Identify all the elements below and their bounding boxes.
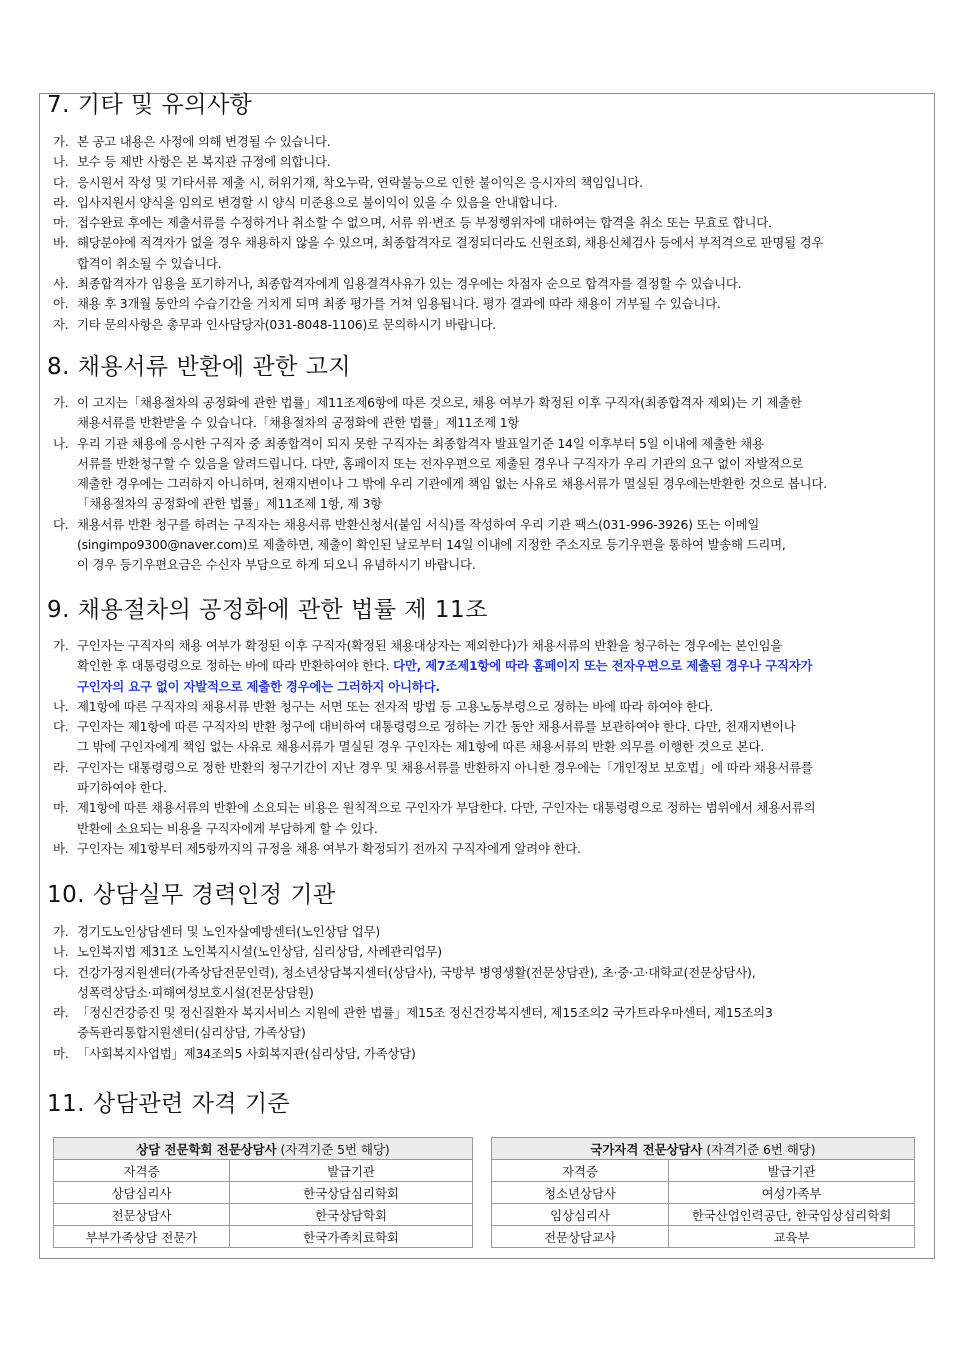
section-11-title: 11. 상담관련 자격 기준 [47,1091,291,1117]
section-9-list [47,636,815,859]
item-marker: 나. [53,944,69,960]
item-marker: 다. [53,964,69,980]
table-cell: 부부가족상담 전문가 [54,1226,230,1248]
section-7-title: 7. 기타 및 유의사항 [47,92,253,118]
item-text: 제1항에 따른 채용서류의 반환에 소요되는 비용은 원칙적으로 구인자가 부담한다. 다만, 구인자는 대통령령으로 정하는 범위에서 채용서류의 [77,800,816,816]
item-marker: 자. [53,316,69,332]
table-header-row [54,1138,473,1160]
section-11 [47,1090,290,1118]
item-marker: 가. [53,395,69,410]
item-text: 채용 후 3개월 동안의 수습기간을 거치게 되며 최종 평가를 거쳐 임용됩니다. 평가 결과에 따라 채용이 거부될 수 있습니다. [77,296,721,312]
item-text: 노인복지법 제31조 노인복지시설(노인상담, 심리상담, 사례관리업무) [77,944,442,960]
item-text: 본 공고 내용은 사정에 의해 변경될 수 있습니다. [77,134,331,149]
item-marker: 나. [53,698,69,714]
highlighted-text: 다만, 제7조제1항에 따라 홈페이지 또는 전자우편으로 제출된 경우나 구직자가 [393,658,813,674]
item-text-cont: 채용서류를 반환받을 수 있습니다.「채용절차의 공정화에 관한 법률」제11조제 1항 [77,415,520,431]
section-10 [47,881,773,1064]
section-8 [47,353,827,576]
item-marker: 가. [53,924,69,939]
table-row [492,1182,915,1204]
item-marker: 마. [53,800,69,816]
table-cell: 여성가족부 [669,1182,915,1204]
item-marker: 가. [53,638,69,653]
item-text: 구인자는 구직자의 채용 여부가 확정된 이후 구직자(확정된 채용대상자는 제외한다)가 채용서류의 반환을 청구하는 경우에는 본인임을 [77,638,783,653]
item-text: 보수 등 제반 사항은 본 복지관 규정에 의합니다. [77,154,331,170]
list-item [47,213,823,233]
item-text: 「사회복지사업법」제34조의5 사회복지관(심리상담, 가족상담) [77,1045,416,1061]
item-text: 경기도노인상담센터 및 노인자살예방센터(노인상담 업무) [77,924,380,939]
column-header: 자격증 [54,1160,230,1182]
item-text-cont: 중독관리통합지원센터(심리상담, 가족상담) [77,1025,306,1041]
item-marker: 다. [53,719,69,735]
list-item [47,963,773,1004]
list-item [47,798,815,839]
list-item [47,274,823,294]
section-7 [47,91,823,335]
list-item [47,193,823,213]
table-column-header-row [492,1160,915,1182]
section-7-list [47,132,823,335]
item-text: 「정신건강증진 및 정신질환자 복지서비스 지원에 관한 법률」제15조 정신건강복지센터, 제15조의2 국가트라우마센터, 제15조의3 [77,1005,773,1021]
table-cell: 한국가족치료학회 [230,1226,473,1248]
list-item [47,152,823,172]
table-row [492,1226,915,1248]
column-header: 자격증 [492,1160,669,1182]
list-item [47,758,815,799]
item-marker: 나. [53,154,69,170]
item-text: 채용서류 반환 청구를 하려는 구직자는 채용서류 반환신청서(붙임 서식)를 작성하여 우리 기관 팩스(031-996-3926) 또는 이메일 [77,516,760,532]
section-9-title: 9. 채용절차의 공정화에 관한 법률 제 11조 [47,597,488,623]
list-item [47,1044,773,1064]
item-marker: 가. [53,134,69,149]
item-marker: 사. [53,276,69,292]
item-text: 이 고지는「채용절차의 공정화에 관한 법률」제11조제6항에 따른 것으로, 채용 여부가 확정된 이후 구직자(최종합격자 제외)는 기 제출한 [77,395,802,410]
table-cell: 임상심리사 [492,1204,669,1226]
item-text-cont: 반환에 소요되는 비용을 구직자에게 부담하게 할 수 있다. [77,820,378,836]
item-text-cont: 그 밖에 구인자에게 책임 없는 사유로 채용서류가 멸실된 경우 구인자는 제1항에 따른 채용서류의 반환 의무를 이행한 것으로 본다. [77,739,764,755]
list-item [47,922,773,942]
certification-table-academic [53,1137,473,1248]
list-item [47,697,815,717]
list-item [47,233,823,274]
table-cell: 청소년상담사 [492,1182,669,1204]
item-text-cont: 파기하여야 한다. [77,780,167,796]
item-marker: 라. [53,194,69,210]
list-item [47,393,827,434]
list-item [47,942,773,962]
item-text: 해당분야에 적격자가 없을 경우 채용하지 않을 수 있으며, 최종합격자로 결정되더라도 신원조회, 채용신체검사 등에서 부적격으로 판명될 경우 [77,235,824,251]
item-marker: 다. [53,516,69,532]
item-text: 구인자는 제1항에 따른 구직자의 반환 청구에 대비하여 대통령령으로 정하는 기간 동안 채용서류를 보관하여야 한다. 다만, 천재지변이나 [77,719,796,735]
item-text: 제1항에 따른 구직자의 채용서류 반환 청구는 서면 또는 전자적 방법 등 고용노동부령으로 정하는 바에 따라 하여야 한다. [77,698,714,714]
table-row [492,1204,915,1226]
section-10-title: 10. 상담실무 경력인정 기관 [47,882,336,908]
table-column-header-row [54,1160,473,1182]
item-marker: 마. [53,1045,69,1061]
list-item [47,839,815,859]
table-header-row [492,1138,915,1160]
item-text: 응시원서 작성 및 기타서류 제출 시, 허위기재, 착오누락, 연락불능으로 인한 불이익은 응시자의 책임입니다. [77,174,643,190]
item-text-cont: 「채용절차의 공정화에 관한 법률」제11조제 1항, 제 3항 [77,496,382,512]
item-text: 입사지원서 양식을 임의로 변경할 시 양식 미준용으로 불이익이 있을 수 있음을 안내합니다. [77,194,558,210]
section-9 [47,596,815,859]
column-header: 발급기관 [669,1160,915,1182]
table-cell: 전문상담사 [54,1204,230,1226]
list-item [47,1003,773,1044]
item-text: 건강가정지원센터(가족상담전문인력), 청소년상담복지센터(상담사), 국방부 병영생활(전문상담관), 초·중·고·대학교(전문상담사), [77,964,756,980]
table-header [54,1138,473,1160]
item-marker: 나. [53,435,69,451]
table-cell: 전문상담교사 [492,1226,669,1248]
item-text: 최종합격자가 임용을 포기하거나, 최종합격자에게 임용결격사유가 있는 경우에는 차점자 순으로 합격자를 결정할 수 있습니다. [77,276,742,292]
certification-table-national [491,1137,915,1248]
item-text: 우리 기관 채용에 응시한 구직자 중 최종합격이 되지 못한 구직자는 최종합격자 발표일기준 14일 이후부터 5일 이내에 제출한 채용 [77,435,764,451]
item-marker: 마. [53,215,69,231]
table-cell: 상담심리사 [54,1182,230,1204]
table-cell: 한국산업인력공단, 한국임상심리학회 [669,1204,915,1226]
list-item [47,132,823,152]
table-cell: 한국상담학회 [230,1204,473,1226]
list-item [47,636,815,697]
item-text: 접수완료 후에는 제출서류를 수정하거나 취소할 수 없으며, 서류 위·변조 등 부정행위자에 대하여는 합격을 취소 또는 무효로 합니다. [77,215,772,231]
table-header [492,1138,915,1160]
item-marker: 바. [53,235,69,251]
item-text: 기타 문의사항은 총무과 인사담당자(031-8048-1106)로 문의하시기 바랍니다. [77,316,496,332]
section-8-list [47,393,827,576]
table-header-bold: 상담 전문학회 전문상담사 [136,1141,277,1157]
item-marker: 라. [53,1005,69,1021]
list-item [47,515,827,576]
highlighted-text: 구인자의 요구 없이 자발적으로 제출한 경우에는 그러하지 아니하다. [77,678,440,694]
item-text-cont: (singimpo9300@naver.com)로 제출하면, 제출이 확인된 날로부터 14일 이내에 지정한 주소지로 등기우편을 통하여 발송해 드리며, [77,537,786,553]
list-item [47,294,823,314]
table-header-note: (자격기준 5번 해당) [276,1141,390,1157]
item-text-cont: 성폭력상담소·피해여성보호시설(전문상담원) [77,984,314,1000]
list-item [47,434,827,515]
column-header: 발급기관 [230,1160,473,1182]
table-row [54,1204,473,1226]
item-marker: 다. [53,174,69,190]
section-8-title: 8. 채용서류 반환에 관한 고지 [47,354,352,380]
table-row [54,1182,473,1204]
list-item [47,717,815,758]
table-row [54,1226,473,1248]
section-10-list [47,922,773,1064]
item-text-cont: 합격이 취소될 수 있습니다. [77,255,222,271]
item-text-cont: 서류를 반환청구할 수 있음을 알려드립니다. 다만, 홈페이지 또는 전자우편으로 제출된 경우나 구직자가 우리 기관의 요구 없이 자발적으로 [77,455,804,471]
list-item [47,173,823,193]
item-marker: 바. [53,840,69,856]
item-marker: 라. [53,759,69,775]
table-cell: 교육부 [669,1226,915,1248]
item-text-cont: 확인한 후 대통령령으로 정하는 바에 따라 반환하여야 한다. [77,658,394,674]
item-marker: 아. [53,296,69,312]
item-text-cont: 제출한 경우에는 그러하지 아니하며, 천재지변이나 그 밖에 우리 기관에게 책임 없는 사유로 채용서류가 멸실된 경우에는반환한 것으로 봅니다. [77,476,827,492]
item-text: 구인자는 제1항부터 제5항까지의 규정을 채용 여부가 확정되기 전까지 구직자에게 알려야 한다. [77,840,581,856]
table-cell: 한국상담심리학회 [230,1182,473,1204]
list-item [47,315,823,335]
item-text-cont: 이 경우 등기우편요금은 수신자 부담으로 하게 되오니 유념하시기 바랍니다. [77,557,476,573]
table-header-bold: 국가자격 전문상담사 [590,1141,703,1157]
item-text: 구인자는 대통령령으로 정한 반환의 청구기간이 지난 경우 및 채용서류를 반환하지 아니한 경우에는「개인정보 보호법」에 따라 채용서류를 [77,759,813,775]
table-header-note: (자격기준 6번 해당) [702,1141,816,1157]
